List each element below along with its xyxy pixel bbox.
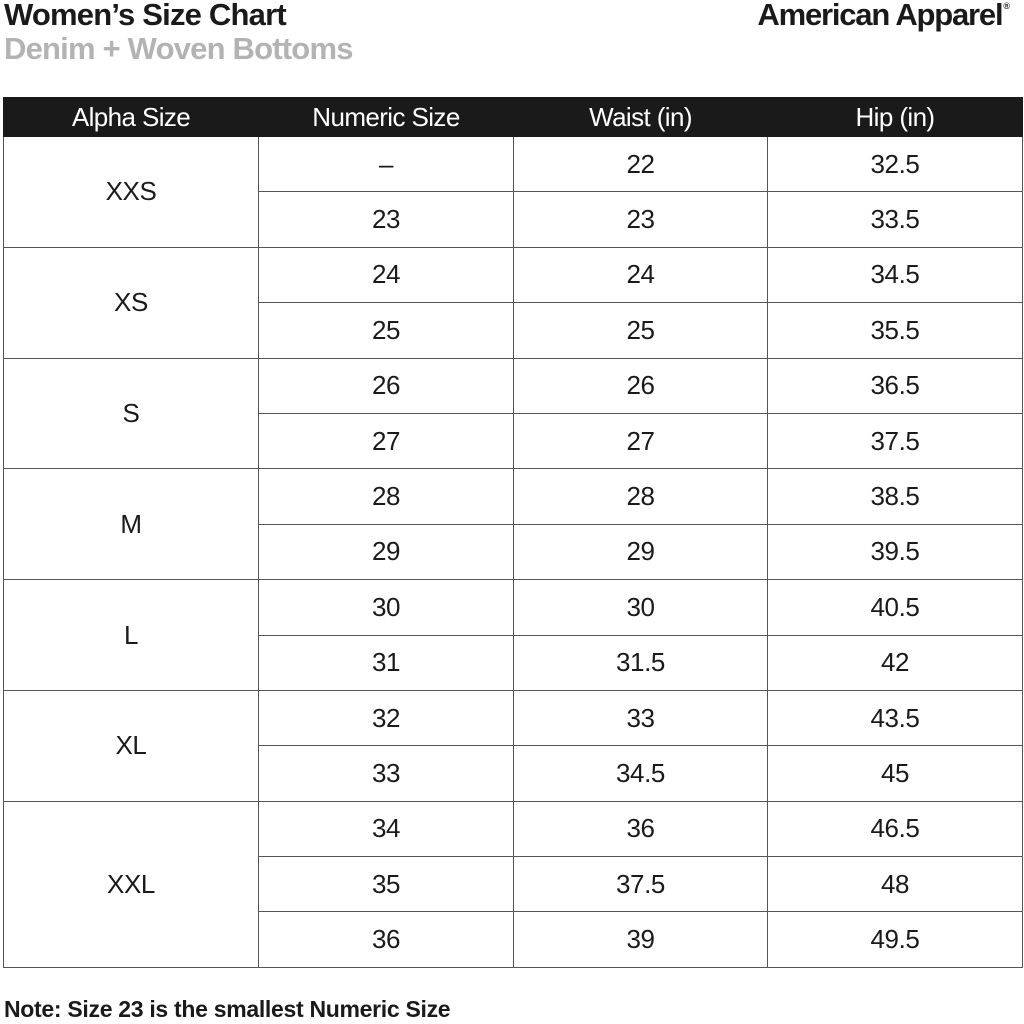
waist-cell: 36 xyxy=(514,801,768,856)
numeric-size-cell: 24 xyxy=(259,247,514,302)
numeric-size-cell: 23 xyxy=(259,192,514,247)
hip-cell: 42 xyxy=(768,635,1023,690)
page-subtitle: Denim + Woven Bottoms xyxy=(4,31,353,66)
hip-cell: 43.5 xyxy=(768,690,1023,745)
alpha-size-cell: XL xyxy=(4,690,259,801)
waist-cell: 31.5 xyxy=(514,635,768,690)
numeric-size-cell: 28 xyxy=(259,469,514,524)
numeric-size-cell: 25 xyxy=(259,303,514,358)
table-row xyxy=(4,137,1023,192)
numeric-size-cell: 32 xyxy=(259,690,514,745)
numeric-size-cell: 26 xyxy=(259,358,514,413)
hip-cell: 40.5 xyxy=(768,580,1023,635)
registered-mark: ® xyxy=(1003,1,1010,11)
column-header-numeric-size: Numeric Size xyxy=(259,98,514,137)
waist-cell: 29 xyxy=(514,524,768,579)
brand-name: American Apparel xyxy=(757,0,1003,32)
table-row xyxy=(4,690,1023,745)
hip-cell: 36.5 xyxy=(768,358,1023,413)
hip-cell: 37.5 xyxy=(768,413,1023,468)
table-row xyxy=(4,801,1023,856)
numeric-size-cell: 31 xyxy=(259,635,514,690)
table-row xyxy=(4,469,1023,524)
waist-cell: 28 xyxy=(514,469,768,524)
column-header-waist: Waist (in) xyxy=(514,98,768,137)
waist-cell: 39 xyxy=(514,912,768,967)
numeric-size-cell: 35 xyxy=(259,857,514,912)
waist-cell: 22 xyxy=(514,137,768,192)
numeric-size-cell: 27 xyxy=(259,413,514,468)
waist-cell: 30 xyxy=(514,580,768,635)
hip-cell: 35.5 xyxy=(768,303,1023,358)
waist-cell: 34.5 xyxy=(514,746,768,801)
table-row xyxy=(4,358,1023,413)
hip-cell: 33.5 xyxy=(768,192,1023,247)
hip-cell: 34.5 xyxy=(768,247,1023,302)
brand-logo xyxy=(757,0,1010,41)
numeric-size-cell: 29 xyxy=(259,524,514,579)
numeric-size-cell: 30 xyxy=(259,580,514,635)
alpha-size-cell: XXL xyxy=(4,801,259,967)
hip-cell: 46.5 xyxy=(768,801,1023,856)
alpha-size-cell: L xyxy=(4,580,259,691)
numeric-size-cell: 34 xyxy=(259,801,514,856)
page-title: Women’s Size Chart xyxy=(4,0,286,32)
waist-cell: 24 xyxy=(514,247,768,302)
alpha-size-cell: M xyxy=(4,469,259,580)
size-chart-table xyxy=(3,97,1023,968)
hip-cell: 45 xyxy=(768,746,1023,801)
waist-cell: 25 xyxy=(514,303,768,358)
table-body xyxy=(4,137,1023,968)
numeric-size-cell: 33 xyxy=(259,746,514,801)
hip-cell: 39.5 xyxy=(768,524,1023,579)
table-row xyxy=(4,580,1023,635)
numeric-size-cell: 36 xyxy=(259,912,514,967)
waist-cell: 33 xyxy=(514,690,768,745)
table-row xyxy=(4,247,1023,302)
waist-cell: 27 xyxy=(514,413,768,468)
waist-cell: 23 xyxy=(514,192,768,247)
alpha-size-cell: XS xyxy=(4,247,259,358)
numeric-size-cell: – xyxy=(259,137,514,192)
waist-cell: 26 xyxy=(514,358,768,413)
hip-cell: 38.5 xyxy=(768,469,1023,524)
waist-cell: 37.5 xyxy=(514,857,768,912)
footnote: Note: Size 23 is the smallest Numeric Size xyxy=(4,996,451,1022)
hip-cell: 48 xyxy=(768,857,1023,912)
header-row xyxy=(4,98,1023,137)
hip-cell: 49.5 xyxy=(768,912,1023,967)
alpha-size-cell: S xyxy=(4,358,259,469)
column-header-hip: Hip (in) xyxy=(768,98,1023,137)
column-header-alpha-size: Alpha Size xyxy=(4,98,259,137)
table-header xyxy=(4,98,1023,137)
hip-cell: 32.5 xyxy=(768,137,1023,192)
alpha-size-cell: XXS xyxy=(4,137,259,248)
